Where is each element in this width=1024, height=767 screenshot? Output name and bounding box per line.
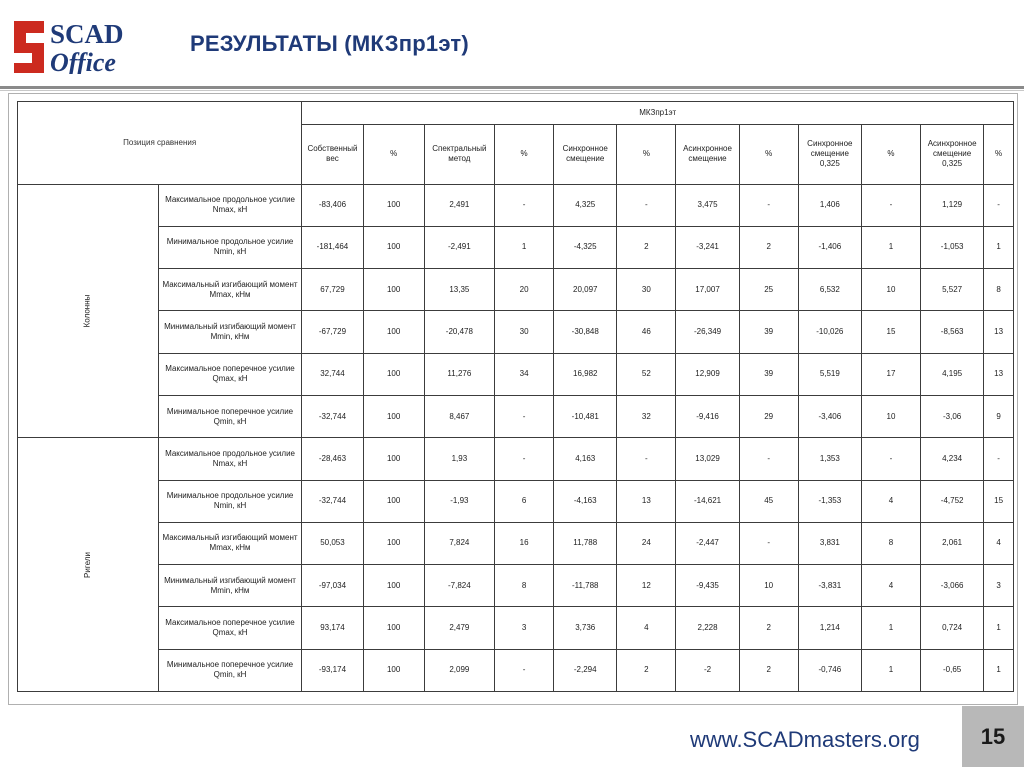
- table-cell: -93,174: [302, 649, 363, 691]
- table-cell: 100: [363, 353, 424, 395]
- table-cell: 5,519: [798, 353, 861, 395]
- row-label: Минимальное поперечное усилие Qmin, кН: [158, 395, 302, 437]
- table-cell: 3: [984, 565, 1014, 607]
- table-cell: 100: [363, 311, 424, 353]
- column-header: %: [617, 125, 676, 184]
- table-cell: -2: [676, 649, 739, 691]
- table-cell: 39: [739, 353, 798, 395]
- results-table: [17, 101, 1014, 692]
- table-cell: 7,824: [424, 522, 494, 564]
- table-cell: 4: [861, 565, 920, 607]
- column-header: Асинхронное смещение: [676, 125, 739, 184]
- table-cell: 10: [861, 269, 920, 311]
- table-cell: -3,831: [798, 565, 861, 607]
- table-cell: 1,93: [424, 438, 494, 480]
- row-label: Максимальное продольное усилие Nmax, кН: [158, 184, 302, 226]
- table-cell: 5,527: [921, 269, 984, 311]
- table-cell: 32,744: [302, 353, 363, 395]
- table-cell: 100: [363, 649, 424, 691]
- table-cell: 100: [363, 565, 424, 607]
- table-cell: -83,406: [302, 184, 363, 226]
- table-cell: 17,007: [676, 269, 739, 311]
- table-cell: -: [495, 184, 554, 226]
- table-cell: 100: [363, 607, 424, 649]
- logo-text-scad: SCAD: [50, 19, 124, 49]
- table-cell: -3,066: [921, 565, 984, 607]
- table-cell: 1: [984, 649, 1014, 691]
- table-cell: -1,93: [424, 480, 494, 522]
- column-header: %: [739, 125, 798, 184]
- table-cell: -67,729: [302, 311, 363, 353]
- column-header: %: [495, 125, 554, 184]
- table-cell: 2: [617, 226, 676, 268]
- table-cell: 20: [495, 269, 554, 311]
- row-label: Максимальный изгибающий момент Mmax, кНм: [158, 269, 302, 311]
- table-row: [18, 311, 1014, 353]
- table-cell: 8: [495, 565, 554, 607]
- table-cell: 100: [363, 395, 424, 437]
- table-cell: 13,029: [676, 438, 739, 480]
- table-cell: 30: [617, 269, 676, 311]
- table-cell: 52: [617, 353, 676, 395]
- table-cell: 30: [495, 311, 554, 353]
- table-cell: 100: [363, 269, 424, 311]
- table-cell: 1: [861, 607, 920, 649]
- table-cell: 1: [861, 226, 920, 268]
- table-row: [18, 565, 1014, 607]
- table-cell: 1,353: [798, 438, 861, 480]
- table-cell: 4: [984, 522, 1014, 564]
- table-cell: 1: [861, 649, 920, 691]
- table-cell: -: [739, 522, 798, 564]
- table-cell: 25: [739, 269, 798, 311]
- table-cell: -1,053: [921, 226, 984, 268]
- table-cell: 2,099: [424, 649, 494, 691]
- table-cell: 15: [861, 311, 920, 353]
- row-label: Максимальное поперечное усилие Qmax, кН: [158, 607, 302, 649]
- table-cell: -10,481: [554, 395, 617, 437]
- table-cell: 16,982: [554, 353, 617, 395]
- table-cell: 24: [617, 522, 676, 564]
- table-row: [18, 269, 1014, 311]
- logo-text-office: Office: [50, 48, 116, 74]
- table-cell: -0,65: [921, 649, 984, 691]
- table-cell: -3,406: [798, 395, 861, 437]
- table-cell: 3: [495, 607, 554, 649]
- table-cell: 100: [363, 522, 424, 564]
- table-cell: 17: [861, 353, 920, 395]
- table-cell: 2,491: [424, 184, 494, 226]
- table-cell: 1,214: [798, 607, 861, 649]
- table-cell: -9,416: [676, 395, 739, 437]
- table-row: [18, 353, 1014, 395]
- row-label: Минимальное продольное усилие Nmin, кН: [158, 226, 302, 268]
- table-cell: -: [617, 184, 676, 226]
- table-cell: 6: [495, 480, 554, 522]
- table-cell: 0,724: [921, 607, 984, 649]
- table-cell: 46: [617, 311, 676, 353]
- table-cell: 2: [739, 607, 798, 649]
- table-cell: 10: [861, 395, 920, 437]
- table-cell: 15: [984, 480, 1014, 522]
- table-cell: -32,744: [302, 395, 363, 437]
- table-cell: -30,848: [554, 311, 617, 353]
- table-cell: 16: [495, 522, 554, 564]
- table-cell: -: [739, 438, 798, 480]
- table-cell: 20,097: [554, 269, 617, 311]
- table-cell: -97,034: [302, 565, 363, 607]
- table-cell: 8: [861, 522, 920, 564]
- column-header: %: [363, 125, 424, 184]
- table-cell: 3,736: [554, 607, 617, 649]
- table-cell: 45: [739, 480, 798, 522]
- table-cell: -26,349: [676, 311, 739, 353]
- table-cell: 100: [363, 480, 424, 522]
- table-cell: 13,35: [424, 269, 494, 311]
- table-cell: 100: [363, 184, 424, 226]
- group-label-cell: [18, 184, 159, 438]
- group-header: МКЗпр1эт: [302, 102, 1014, 125]
- table-cell: 12: [617, 565, 676, 607]
- table-cell: -: [617, 438, 676, 480]
- column-header: %: [861, 125, 920, 184]
- header-divider: [0, 86, 1024, 89]
- table-cell: 32: [617, 395, 676, 437]
- row-label: Минимальное продольное усилие Nmin, кН: [158, 480, 302, 522]
- table-cell: -: [984, 184, 1014, 226]
- table-cell: -: [495, 395, 554, 437]
- table-cell: -: [984, 438, 1014, 480]
- footer-website-link[interactable]: www.SCADmasters.org: [690, 727, 920, 752]
- table-cell: 4,195: [921, 353, 984, 395]
- table-cell: 2: [739, 226, 798, 268]
- table-cell: 12,909: [676, 353, 739, 395]
- table-cell: 8,467: [424, 395, 494, 437]
- table-cell: -9,435: [676, 565, 739, 607]
- table-cell: 2,228: [676, 607, 739, 649]
- table-cell: -0,746: [798, 649, 861, 691]
- table-cell: 4: [861, 480, 920, 522]
- table-cell: -3,06: [921, 395, 984, 437]
- table-cell: 67,729: [302, 269, 363, 311]
- table-cell: 2: [617, 649, 676, 691]
- table-row: [18, 226, 1014, 268]
- table-row: [18, 607, 1014, 649]
- table-cell: 4,163: [554, 438, 617, 480]
- position-header: Позиция сравнения: [18, 102, 302, 185]
- column-header: %: [984, 125, 1014, 184]
- table-cell: 6,532: [798, 269, 861, 311]
- table-cell: 2: [739, 649, 798, 691]
- table-cell: -2,294: [554, 649, 617, 691]
- column-header: Асинхронное смещение 0,325: [921, 125, 984, 184]
- table-cell: 1,129: [921, 184, 984, 226]
- table-cell: -8,563: [921, 311, 984, 353]
- table-cell: 100: [363, 226, 424, 268]
- table-cell: 2,061: [921, 522, 984, 564]
- table-cell: 50,053: [302, 522, 363, 564]
- row-label: Максимальный изгибающий момент Mmax, кНм: [158, 522, 302, 564]
- column-header: Синхронное смещение: [554, 125, 617, 184]
- table-cell: 8: [984, 269, 1014, 311]
- scad-office-logo: [12, 18, 177, 74]
- table-cell: -14,621: [676, 480, 739, 522]
- table-cell: 10: [739, 565, 798, 607]
- group-label: Колонны: [82, 294, 92, 328]
- group-label: Ригели: [82, 551, 92, 578]
- table-row: [18, 438, 1014, 480]
- table-cell: 3,475: [676, 184, 739, 226]
- table-cell: -: [861, 438, 920, 480]
- table-cell: -1,406: [798, 226, 861, 268]
- table-cell: 93,174: [302, 607, 363, 649]
- table-cell: -3,241: [676, 226, 739, 268]
- table-row: [18, 649, 1014, 691]
- table-cell: 9: [984, 395, 1014, 437]
- column-header: Спектральный метод: [424, 125, 494, 184]
- table-row: [18, 480, 1014, 522]
- row-label: Минимальное поперечное усилие Qmin, кН: [158, 649, 302, 691]
- table-cell: -: [495, 438, 554, 480]
- table-cell: 2,479: [424, 607, 494, 649]
- table-cell: -7,824: [424, 565, 494, 607]
- table-cell: -32,744: [302, 480, 363, 522]
- logo-graphic: [12, 18, 177, 74]
- table-cell: -: [861, 184, 920, 226]
- table-cell: 4,325: [554, 184, 617, 226]
- row-label: Минимальный изгибающий момент Mmin, кНм: [158, 565, 302, 607]
- table-cell: -20,478: [424, 311, 494, 353]
- table-cell: 39: [739, 311, 798, 353]
- table-cell: 11,788: [554, 522, 617, 564]
- table-cell: 1: [984, 607, 1014, 649]
- table-cell: -2,491: [424, 226, 494, 268]
- table-cell: 1: [495, 226, 554, 268]
- table-cell: -4,163: [554, 480, 617, 522]
- table-cell: 4: [617, 607, 676, 649]
- table-cell: -181,464: [302, 226, 363, 268]
- table-cell: 1: [984, 226, 1014, 268]
- page-number-box: [962, 706, 1024, 767]
- table-cell: 13: [617, 480, 676, 522]
- header-divider-thin: [0, 90, 1024, 91]
- table-cell: 11,276: [424, 353, 494, 395]
- row-label: Максимальное продольное усилие Nmax, кН: [158, 438, 302, 480]
- table-cell: 1,406: [798, 184, 861, 226]
- column-header: Собственный вес: [302, 125, 363, 184]
- table-cell: -4,752: [921, 480, 984, 522]
- table-row: [18, 395, 1014, 437]
- table-cell: -: [739, 184, 798, 226]
- table-cell: -28,463: [302, 438, 363, 480]
- table-cell: 13: [984, 311, 1014, 353]
- table-cell: 34: [495, 353, 554, 395]
- table-row: [18, 522, 1014, 564]
- slide-title: РЕЗУЛЬТАТЫ (МКЗпр1эт): [190, 31, 469, 56]
- table-cell: -11,788: [554, 565, 617, 607]
- row-label: Минимальный изгибающий момент Mmin, кНм: [158, 311, 302, 353]
- page-number: 15: [980, 724, 1006, 749]
- table-cell: -2,447: [676, 522, 739, 564]
- table-cell: 29: [739, 395, 798, 437]
- table-cell: -4,325: [554, 226, 617, 268]
- column-header: Синхронное смещение 0,325: [798, 125, 861, 184]
- table-cell: 13: [984, 353, 1014, 395]
- table-header-row: [18, 102, 1014, 125]
- table-cell: -: [495, 649, 554, 691]
- table-cell: 3,831: [798, 522, 861, 564]
- table-cell: 100: [363, 438, 424, 480]
- table-row: [18, 184, 1014, 226]
- table-cell: 4,234: [921, 438, 984, 480]
- group-label-cell: [18, 438, 159, 692]
- table-cell: -1,353: [798, 480, 861, 522]
- table-cell: -10,026: [798, 311, 861, 353]
- row-label: Максимальное поперечное усилие Qmax, кН: [158, 353, 302, 395]
